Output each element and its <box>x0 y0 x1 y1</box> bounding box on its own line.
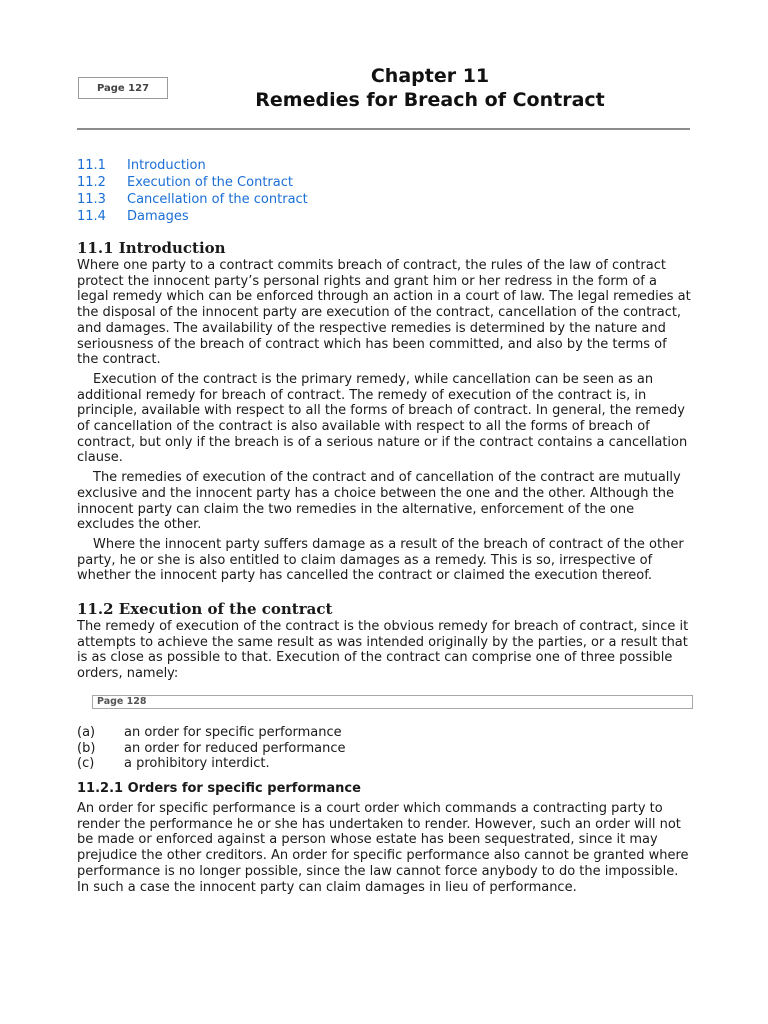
list-item-text: a prohibitory interdict. <box>124 756 270 772</box>
body-paragraph: Execution of the contract is the primary remedy, while cancellation can be seen as an additional remedy for breach of contract. The remedy of execution of the contract is, in principle, available with respect to all the forms of breach of contract. In general, the remedy of cancellation of the contract is also available with respect to all the forms of breach of contract, but only if the breach is of a serious nature or if the contract contains a cancellation clause. <box>77 371 688 466</box>
toc-item-introduction[interactable] <box>77 157 308 174</box>
toc-item-execution[interactable] <box>77 174 308 191</box>
list-item-text: an order for specific performance <box>124 724 342 740</box>
list-item-marker: (b) <box>77 740 96 756</box>
body-paragraph: The remedy of execution of the contract is the obvious remedy for breach of contract, since it attempts to achieve the same result as was intended originally by the parties, or a result that is as close as possible to that. Execution of the contract can comprise one of three possible orders, namely: <box>77 619 689 682</box>
table-of-contents <box>77 157 308 225</box>
chapter-number: Chapter 11 <box>370 65 490 87</box>
list-item <box>77 725 691 741</box>
toc-item-number[interactable]: 11.4 <box>77 209 106 224</box>
toc-item-label[interactable]: Damages <box>127 209 189 224</box>
document-body <box>77 238 691 895</box>
subsection-heading-specific-performance: 11.2.1 Orders for specific performance <box>77 780 361 796</box>
body-paragraph: Where the innocent party suffers damage as a result of the breach of contract of the other party, he or she is also entitled to claim damages as a remedy. This is so, irrespective of whether the innocent party has cancelled the contract or claimed the execution thereof. <box>77 536 684 584</box>
chapter-heading <box>190 64 670 112</box>
header-divider <box>77 128 690 130</box>
toc-item-label[interactable]: Cancellation of the contract <box>127 192 308 207</box>
toc-item-number[interactable]: 11.3 <box>77 192 106 207</box>
page-marker <box>92 695 693 709</box>
section-heading-execution: 11.2 Execution of the contract <box>77 600 333 619</box>
list-item-marker: (c) <box>77 756 95 772</box>
list-item <box>77 741 691 757</box>
chapter-title: Remedies for Breach of Contract <box>255 89 605 111</box>
toc-item-label[interactable]: Introduction <box>127 158 206 173</box>
body-paragraph: Where one party to a contract commits breach of contract, the rules of the law of contract protect the innocent party’s personal rights and grant him or her redress in the form of a legal remedy which can be enforced through an action in a court of law. The legal remedies at the disposal of the innocent party are execution of the contract, cancellation of the contract, and damages. The availability of the respective remedies is determined by the nature and seriousness of the breach of contract which has been committed, and also by the terms of the contract. <box>77 258 691 368</box>
list-item-text: an order for reduced performance <box>124 740 346 756</box>
section-heading-introduction: 11.1 Introduction <box>77 239 226 257</box>
body-paragraph: The remedies of execution of the contract and of cancellation of the contract are mutually exclusive and the innocent party has a choice between the one and the other. Although the innocent party can claim the two remedies in the alternative, enforcement of the one excludes the other. <box>77 470 681 533</box>
list-item <box>77 756 691 772</box>
toc-item-cancellation[interactable] <box>77 191 308 208</box>
toc-item-number[interactable]: 11.2 <box>77 175 106 190</box>
page-marker-label: Page 128 <box>97 695 147 707</box>
body-paragraph: An order for specific performance is a court order which commands a contracting party to render the performance he or she has undertaken to render. However, such an order will not be made or enforced against a person whose estate has been sequestrated, since it may prejudice the other creditors. An order for specific performance also cannot be granted where performance is no longer possible, since the law cannot force anybody to do the impossible. In such a case the innocent party can claim damages in lieu of performance. <box>77 800 689 895</box>
toc-item-label[interactable]: Execution of the Contract <box>127 175 293 190</box>
orders-list <box>77 725 691 772</box>
toc-item-number[interactable]: 11.1 <box>77 158 106 173</box>
page-number-box <box>78 77 168 99</box>
toc-item-damages[interactable] <box>77 208 308 225</box>
list-item-marker: (a) <box>77 724 96 740</box>
page-number-label: Page 127 <box>96 82 150 94</box>
